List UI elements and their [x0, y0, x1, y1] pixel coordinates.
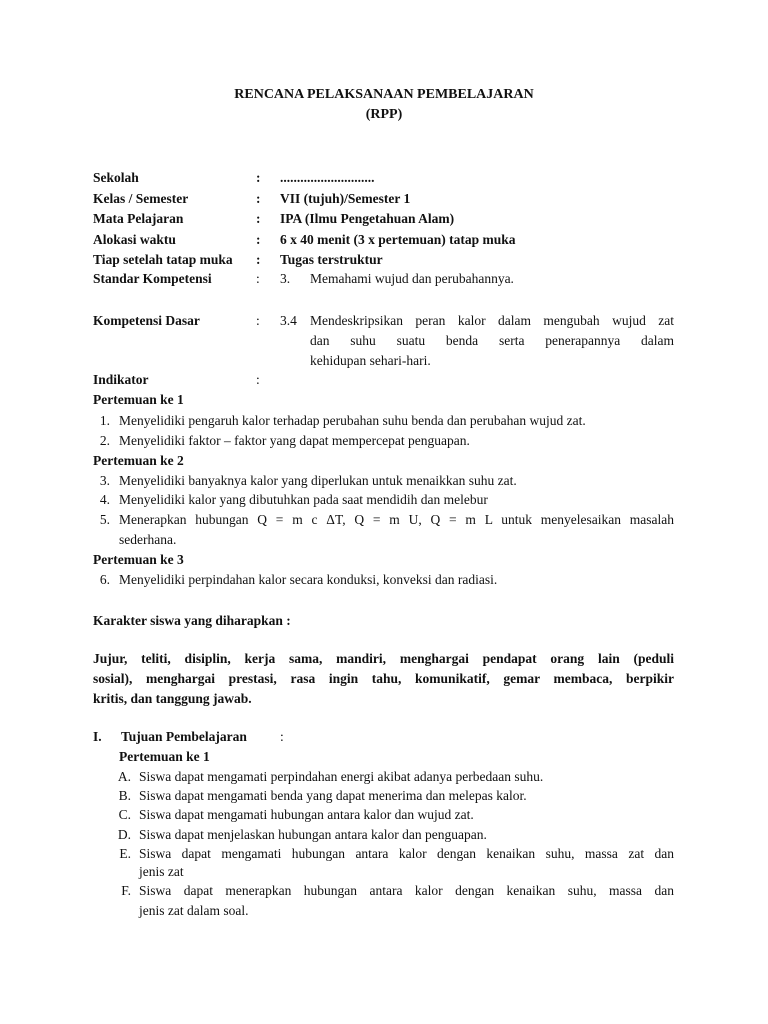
list-number: 5. [99, 512, 110, 527]
list-letter: A. [117, 769, 131, 784]
kompetensi-line: Mendeskripsikan peran kalor dalam mengubah wujud zat [310, 313, 674, 328]
document-subtitle: (RPP) [365, 107, 403, 122]
karakter-line: sosial), menghargai prestasi, rasa ingin tahu, komunikatif, gemar membaca, berpikir [93, 671, 674, 686]
kompetensi-number: 3.4 [280, 313, 297, 328]
kompetensi-label: Kompetensi Dasar [93, 313, 200, 328]
identity-colon: : [256, 191, 261, 206]
list-number: 2. [99, 433, 110, 448]
tujuan-heading: Tujuan Pembelajaran [121, 729, 247, 744]
list-letter: B. [118, 788, 131, 803]
kompetensi-line: kehidupan sehari-hari. [310, 353, 431, 368]
karakter-line: Jujur, teliti, disiplin, kerja sama, mandiri, menghargai pendapat orang lain (peduli [93, 651, 674, 666]
list-item-continued: sederhana. [119, 532, 177, 547]
kompetensi-line: dan suhu suatu benda serta penerapannya dalam [310, 333, 674, 348]
indikator-colon: : [256, 372, 260, 387]
pertemuan-heading: Pertemuan ke 2 [93, 453, 184, 468]
list-number: 6. [99, 572, 110, 587]
list-item: Siswa dapat menjelaskan hubungan antara kalor dan penguapan. [139, 827, 487, 842]
identity-colon: : [256, 211, 261, 226]
kompetensi-colon: : [256, 313, 260, 328]
section-roman-numeral: I. [93, 729, 102, 744]
identity-value: IPA (Ilmu Pengetahuan Alam) [280, 211, 455, 226]
pertemuan-heading: Pertemuan ke 3 [93, 552, 184, 567]
identity-colon: : [256, 252, 261, 267]
pertemuan-heading: Pertemuan ke 1 [119, 749, 210, 764]
identity-colon: : [256, 232, 261, 247]
standar-number: 3. [280, 271, 291, 286]
standar-text: Memahami wujud dan perubahannya. [310, 271, 514, 286]
list-number: 1. [99, 413, 110, 428]
list-letter: F. [121, 883, 131, 898]
pertemuan-heading: Pertemuan ke 1 [93, 392, 184, 407]
list-item: Menyelidiki perpindahan kalor secara konduksi, konveksi dan radiasi. [119, 572, 498, 587]
list-item: Menyelidiki kalor yang dibutuhkan pada saat mendidih dan melebur [119, 492, 488, 507]
karakter-heading: Karakter siswa yang diharapkan : [93, 613, 291, 628]
list-item: Menyelidiki faktor – faktor yang dapat mempercepat penguapan. [119, 433, 470, 448]
identity-value: 6 x 40 menit (3 x pertemuan) tatap muka [280, 232, 516, 247]
list-number: 4. [99, 492, 110, 507]
list-item: Menyelidiki pengaruh kalor terhadap perubahan suhu benda dan perubahan wujud zat. [119, 413, 586, 428]
list-item-continued: jenis zat [139, 864, 184, 879]
document-title: RENCANA PELAKSANAAN PEMBELAJARAN [234, 87, 534, 102]
identity-colon: : [256, 170, 261, 185]
identity-label: Sekolah [93, 170, 139, 185]
list-item-continued: jenis zat dalam soal. [139, 903, 249, 918]
standar-label: Standar Kompetensi [93, 271, 212, 286]
list-item: Menerapkan hubungan Q = m c ΔT, Q = m U, Q = m L untuk menyelesaikan masalah [119, 512, 674, 527]
list-item: Siswa dapat mengamati hubungan antara kalor dengan kenaikan suhu, massa zat dan [139, 846, 674, 861]
identity-label: Kelas / Semester [93, 191, 189, 206]
list-item: Siswa dapat mengamati perpindahan energi akibat adanya perbedaan suhu. [139, 769, 544, 784]
identity-value: ............................ [280, 170, 375, 185]
indikator-label: Indikator [93, 372, 149, 387]
identity-value: VII (tujuh)/Semester 1 [280, 191, 411, 206]
list-letter: D. [117, 827, 131, 842]
identity-value: Tugas terstruktur [280, 252, 383, 267]
list-number: 3. [99, 473, 110, 488]
identity-label: Alokasi waktu [93, 232, 176, 247]
list-item: Siswa dapat mengamati benda yang dapat menerima dan melepas kalor. [139, 788, 527, 803]
list-item: Siswa dapat mengamati hubungan antara kalor dan wujud zat. [139, 807, 474, 822]
karakter-line: kritis, dan tanggung jawab. [93, 691, 252, 706]
list-letter: E. [119, 846, 131, 861]
list-letter: C. [118, 807, 131, 822]
identity-label: Tiap setelah tatap muka [93, 252, 233, 267]
identity-label: Mata Pelajaran [93, 211, 184, 226]
list-item: Menyelidiki banyaknya kalor yang diperlukan untuk menaikkan suhu zat. [119, 473, 517, 488]
tujuan-colon: : [280, 729, 284, 744]
standar-colon: : [256, 271, 260, 286]
list-item: Siswa dapat menerapkan hubungan antara kalor dengan kenaikan suhu, massa dan [139, 883, 674, 898]
